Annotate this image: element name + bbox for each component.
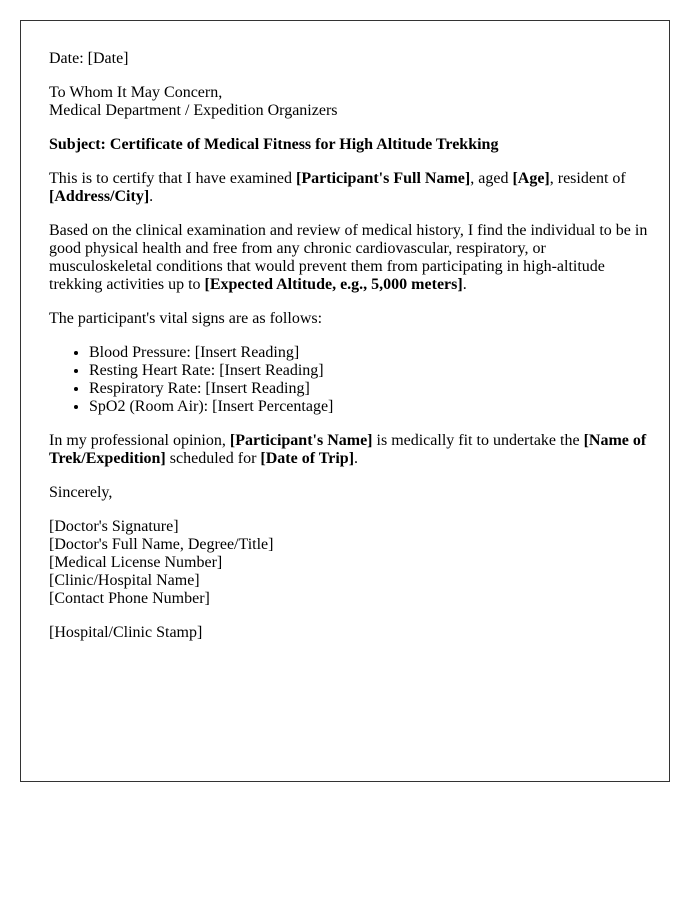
assessment-text: .	[462, 276, 467, 293]
participant-full-name-placeholder: [Participant's Full Name]	[296, 170, 471, 187]
doctor-name-title: [Doctor's Full Name, Degree/Title]	[49, 536, 274, 553]
recipient-block	[49, 84, 649, 120]
participant-name-placeholder: [Participant's Name]	[229, 432, 373, 449]
vital-spo2: • SpO2 (Room Air): [Insert Percentage]	[89, 398, 649, 416]
vital-resting-heart-rate: • Resting Heart Rate: [Insert Reading]	[89, 362, 649, 380]
clinic-hospital-name: [Clinic/Hospital Name]	[49, 572, 200, 589]
trek-name-placeholder: [Name of Trek/Expedition]	[49, 432, 647, 467]
certify-text: This is to certify that I have examined	[49, 170, 297, 187]
contact-phone-number: [Contact Phone Number]	[49, 590, 210, 607]
recipient-department: Medical Department / Expedition Organizers	[49, 102, 338, 119]
signature-block	[49, 518, 649, 608]
age-placeholder: [Age]	[512, 170, 550, 187]
certify-paragraph	[49, 170, 649, 206]
subject-line: Subject: Certificate of Medical Fitness for High Altitude Trekking	[49, 136, 499, 153]
closing: Sincerely,	[49, 484, 113, 501]
medical-license-number: [Medical License Number]	[49, 554, 223, 571]
trip-date-placeholder: [Date of Trip]	[260, 450, 355, 467]
certify-text: , resident of	[549, 170, 626, 187]
expected-altitude-placeholder: [Expected Altitude, e.g., 5,000 meters]	[204, 276, 463, 293]
opinion-text: In my professional opinion,	[49, 432, 230, 449]
assessment-text: Based on the clinical examination and review of medical history, I find the individual to be in good physical health and free from any chronic cardiovascular, respiratory, or musculoskeletal conditions that would prevent them from participating in high-altitude trekking activities up to	[49, 222, 648, 293]
certify-text: , aged	[470, 170, 513, 187]
opinion-text: is medically fit to undertake the	[372, 432, 584, 449]
doctor-signature: [Doctor's Signature]	[49, 518, 179, 535]
medical-certificate-letter	[20, 20, 670, 782]
opinion-text: .	[354, 450, 359, 467]
opinion-paragraph	[49, 432, 649, 468]
assessment-paragraph	[49, 222, 649, 294]
vital-respiratory-rate: • Respiratory Rate: [Insert Reading]	[89, 380, 649, 398]
vitals-list	[49, 344, 649, 416]
recipient-line: To Whom It May Concern,	[49, 84, 223, 101]
hospital-stamp: [Hospital/Clinic Stamp]	[49, 624, 203, 641]
vitals-intro: The participant's vital signs are as follows:	[49, 310, 323, 327]
vital-blood-pressure: • Blood Pressure: [Insert Reading]	[89, 344, 649, 362]
address-placeholder: [Address/City]	[49, 188, 150, 205]
opinion-text: scheduled for	[165, 450, 261, 467]
certify-text: .	[149, 188, 154, 205]
date-line: Date: [Date]	[49, 50, 129, 67]
